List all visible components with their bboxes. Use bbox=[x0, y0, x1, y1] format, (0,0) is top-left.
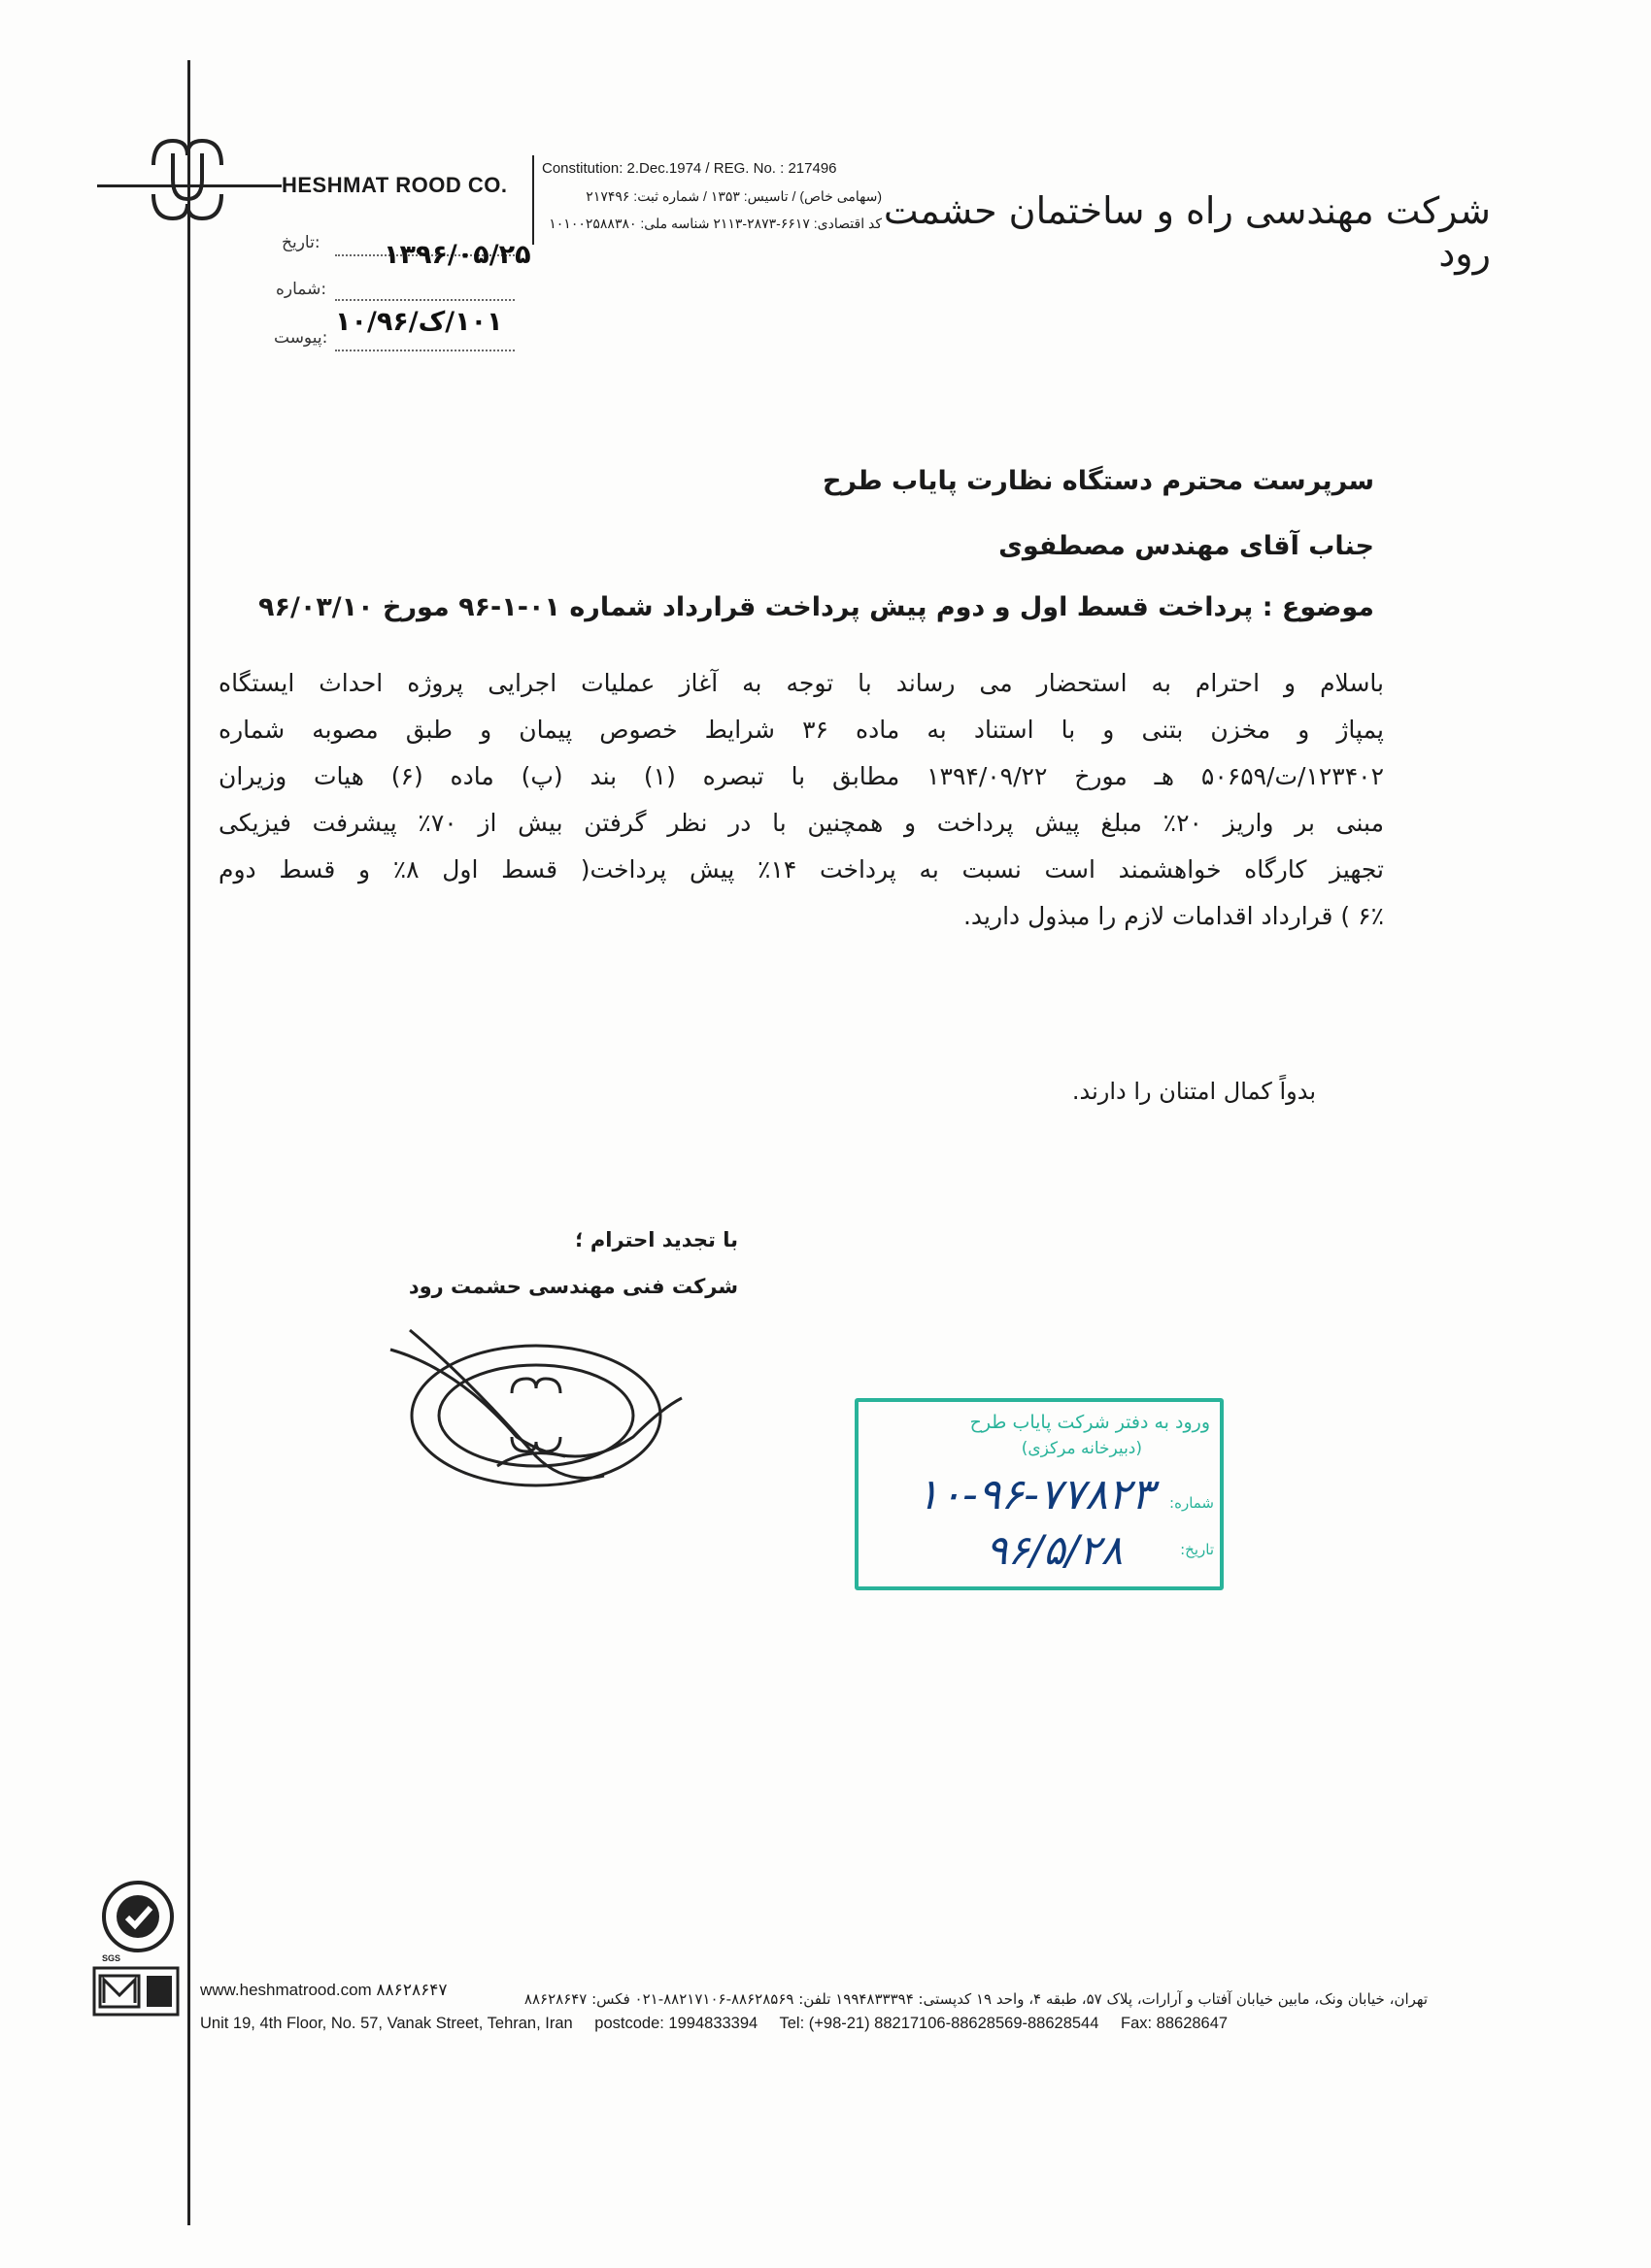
body-line: مبنی بر واریز ۲۰٪ مبلغ پیش پرداخت و همچنین با در نظر گرفتن بیش از ۷۰٪ پیشرفت فیزیکی bbox=[219, 809, 1384, 837]
letter-body bbox=[219, 660, 1384, 940]
telephone: Tel: (+98-21) 88217106-88628569-88628544 bbox=[779, 2015, 1099, 2032]
number-value: ۱۰۱/ک/۱۰/۹۶ bbox=[335, 307, 503, 337]
addressee-line: جناب آقای مهندس مصطفوی bbox=[998, 531, 1374, 561]
stamp-date-label: تاریخ: bbox=[1180, 1541, 1214, 1558]
footer-address-fa: تهران، خیابان ونک، مابین خیابان آفتاب و آرارات، پلاک ۵۷، طبقه ۴، واحد ۱۹ کدپستی: ۱۹۹۴۸۳۳۳۹۴ تلفن: ۸۸۶۲۸۵۶۹-۸۸۲۱۷۱۰۶-۰۲۱ فکس: ۸۸۶۲۸۶۴۷ bbox=[524, 1990, 1428, 2008]
stamp-subtitle: (دبیرخانه مرکزی) bbox=[1021, 1439, 1142, 1458]
registration-info bbox=[532, 155, 882, 245]
stamp-title: ورود به دفتر شرکت پایاب طرح bbox=[969, 1412, 1210, 1433]
stamp-number-label: شماره: bbox=[1169, 1494, 1214, 1512]
address-en: Unit 19, 4th Floor, No. 57, Vanak Street, Tehran, Iran bbox=[200, 2015, 573, 2032]
date-value: ۱۳۹۶/۰۵/۲۵ bbox=[384, 240, 531, 270]
signatory-line: شرکت فنی مهندسی حشمت رود bbox=[408, 1275, 738, 1298]
website-fax: ۸۸۶۲۸۶۴۷ bbox=[376, 1981, 448, 1999]
company-seal-icon bbox=[381, 1311, 691, 1515]
website-url[interactable]: www.heshmatrood.com bbox=[200, 1981, 372, 1999]
stamp-number-value: ۱۰-۹۶-۷۷۸۲۳ bbox=[916, 1470, 1154, 1519]
received-stamp bbox=[855, 1398, 1224, 1590]
number-dotted-line bbox=[335, 299, 515, 301]
body-line: تجهیز کارگاه خواهشمند است نسبت به پرداخت ۱۴٪ پیش پرداخت( قسط اول ۸٪ و قسط دوم bbox=[219, 855, 1385, 884]
company-logo-icon bbox=[134, 126, 241, 233]
body-line: پمپاژ و مخزن بتنی و با استناد به ماده ۳۶ شرایط خصوص پیمان و طبق مصوبه شماره bbox=[219, 716, 1384, 744]
attachment-label: پیوست: bbox=[274, 328, 328, 348]
registration-line: کد اقتصادی: ۶۶۱۷-۲۸۷۳-۲۱۱۳ شناسه ملی: ۱۰۱۰۰۲۵۸۸۳۸۰ bbox=[549, 216, 882, 231]
company-name-en: HESHMAT ROOD CO. bbox=[282, 173, 508, 197]
attachment-dotted-line bbox=[335, 350, 515, 351]
body-line: باسلام و احترام به استحضار می رساند با توجه به آغاز عملیات اجرایی پروژه احداث ایستگاه bbox=[219, 669, 1384, 697]
accreditation-icon bbox=[92, 1966, 180, 2017]
footer-address-en bbox=[200, 2015, 1245, 2033]
stamp-date-value: ۹۶/۵/۲۸ bbox=[985, 1526, 1123, 1574]
subject-line: موضوع : پرداخت قسط اول و دوم پیش پرداخت قرارداد شماره ۰۱-۱-۹۶ مورخ ۹۶/۰۳/۱۰ bbox=[258, 592, 1374, 622]
iso-cert-icon bbox=[100, 1879, 176, 1954]
recipient-line: سرپرست محترم دستگاه نظارت پایاب طرح bbox=[822, 466, 1374, 496]
company-name-fa: شرکت مهندسی راه و ساختمان حشمت رود bbox=[883, 189, 1491, 275]
footer-website bbox=[200, 1981, 447, 2000]
fax: Fax: 88628647 bbox=[1121, 2015, 1229, 2032]
body-line: ۱۲۳۴۰۲/ت/۵۰۶۵۹ هـ مورخ ۱۳۹۴/۰۹/۲۲ مطابق با تبصره (۱) بند (پ) ماده (۶) هیات وزیران bbox=[219, 762, 1385, 790]
closing-line: بدواً کمال امتنان را دارند. bbox=[1071, 1078, 1316, 1105]
number-label: شماره: bbox=[276, 280, 327, 299]
postcode: postcode: 1994833394 bbox=[594, 2015, 758, 2032]
registration-line: Constitution: 2.Dec.1974 / REG. No. : 217496 bbox=[542, 160, 837, 177]
registration-line: (سهامی خاص) / تاسیس: ۱۳۵۳ / شماره ثبت: ۲۱۷۴۹۶ bbox=[586, 188, 882, 204]
regards-line: با تجدید احترام ؛ bbox=[575, 1228, 738, 1251]
cert-label: SGS bbox=[102, 1953, 121, 1963]
body-line: ۶٪ ) قرارداد اقدامات لازم را مبذول دارید. bbox=[962, 902, 1384, 930]
date-label: تاریخ: bbox=[282, 233, 320, 252]
margin-rule bbox=[187, 60, 190, 2225]
